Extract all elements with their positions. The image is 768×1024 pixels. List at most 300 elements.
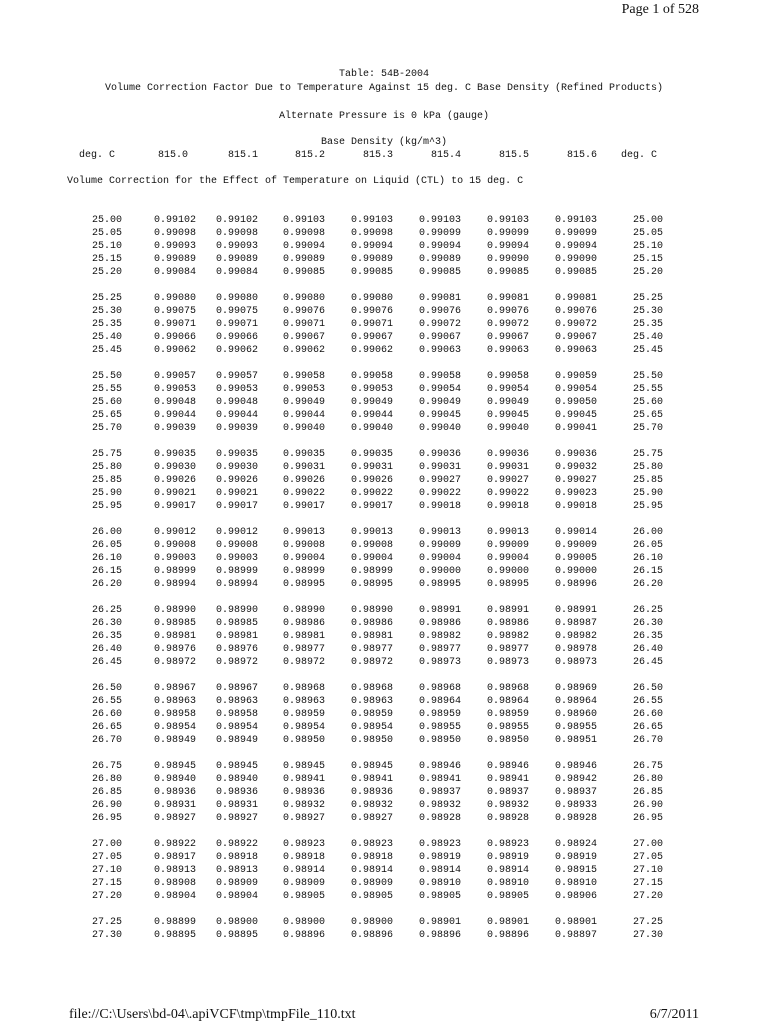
table-row: [0, 344, 768, 357]
temperature-cell: 27.10: [91, 865, 122, 876]
temperature-cell: 25.65: [632, 410, 663, 421]
temperature-cell: 26.00: [632, 527, 663, 538]
ctl-value-cell: 0.98905: [282, 891, 325, 902]
ctl-value-cell: 0.99080: [282, 293, 325, 304]
ctl-value-cell: 0.99085: [554, 267, 597, 278]
ctl-value-cell: 0.98896: [350, 930, 393, 941]
ctl-value-cell: 0.98968: [486, 683, 529, 694]
ctl-value-cell: 0.99022: [418, 488, 461, 499]
ctl-value-cell: 0.98918: [215, 852, 258, 863]
ctl-value-cell: 0.98967: [215, 683, 258, 694]
ctl-value-cell: 0.99040: [418, 423, 461, 434]
ctl-value-cell: 0.99075: [215, 306, 258, 317]
ctl-value-cell: 0.98968: [418, 683, 461, 694]
table-row: [0, 240, 768, 253]
ctl-value-cell: 0.99049: [282, 397, 325, 408]
ctl-value-cell: 0.98936: [215, 787, 258, 798]
table-row: [0, 565, 768, 578]
ctl-value-cell: 0.99013: [486, 527, 529, 538]
ctl-value-cell: 0.98973: [486, 657, 529, 668]
table-row: [0, 266, 768, 279]
ctl-value-cell: 0.99026: [153, 475, 196, 486]
ctl-value-cell: 0.99080: [350, 293, 393, 304]
ctl-value-cell: 0.99089: [350, 254, 393, 265]
ctl-value-cell: 0.99099: [486, 228, 529, 239]
table-row: [0, 721, 768, 734]
temperature-cell: 27.25: [91, 917, 122, 928]
ctl-value-cell: 0.99039: [153, 423, 196, 434]
ctl-value-cell: 0.99003: [215, 553, 258, 564]
ctl-value-cell: 0.99094: [282, 241, 325, 252]
temperature-cell: 27.30: [91, 930, 122, 941]
ctl-value-cell: 0.99026: [350, 475, 393, 486]
ctl-value-cell: 0.99081: [554, 293, 597, 304]
ctl-value-cell: 0.98967: [153, 683, 196, 694]
ctl-value-cell: 0.98981: [282, 631, 325, 642]
temperature-cell: 26.40: [91, 644, 122, 655]
ctl-value-cell: 0.98972: [282, 657, 325, 668]
temperature-cell: 26.10: [91, 553, 122, 564]
ctl-value-cell: 0.98927: [350, 813, 393, 824]
ctl-value-cell: 0.98964: [486, 696, 529, 707]
ctl-value-cell: 0.98914: [282, 865, 325, 876]
ctl-value-cell: 0.99103: [418, 215, 461, 226]
temperature-cell: 25.15: [91, 254, 122, 265]
ctl-value-cell: 0.98945: [215, 761, 258, 772]
ctl-value-cell: 0.99071: [215, 319, 258, 330]
ctl-value-cell: 0.99017: [153, 501, 196, 512]
ctl-value-cell: 0.98928: [554, 813, 597, 824]
ctl-value-cell: 0.98972: [215, 657, 258, 668]
temperature-cell: 26.15: [91, 566, 122, 577]
table-row: [0, 734, 768, 747]
ctl-value-cell: 0.98968: [350, 683, 393, 694]
ctl-value-cell: 0.98936: [282, 787, 325, 798]
ctl-value-cell: 0.98986: [418, 618, 461, 629]
ctl-value-cell: 0.98950: [350, 735, 393, 746]
temperature-cell: 26.65: [632, 722, 663, 733]
ctl-value-cell: 0.98922: [215, 839, 258, 850]
table-row: [0, 253, 768, 266]
ctl-value-cell: 0.98972: [350, 657, 393, 668]
ctl-value-cell: 0.99071: [282, 319, 325, 330]
temperature-cell: 25.15: [632, 254, 663, 265]
ctl-value-cell: 0.98932: [418, 800, 461, 811]
ctl-value-cell: 0.98985: [215, 618, 258, 629]
ctl-value-cell: 0.98923: [350, 839, 393, 850]
table-row: [0, 929, 768, 942]
ctl-value-cell: 0.99072: [418, 319, 461, 330]
temperature-cell: 25.00: [91, 215, 122, 226]
ctl-value-cell: 0.99090: [554, 254, 597, 265]
column-header-row: [0, 149, 768, 162]
ctl-value-cell: 0.99090: [486, 254, 529, 265]
temperature-cell: 25.10: [91, 241, 122, 252]
table-row: [0, 864, 768, 877]
ctl-value-cell: 0.99008: [350, 540, 393, 551]
temperature-cell: 25.20: [91, 267, 122, 278]
ctl-value-cell: 0.98999: [215, 566, 258, 577]
ctl-value-cell: 0.98959: [418, 709, 461, 720]
ctl-value-cell: 0.99085: [418, 267, 461, 278]
ctl-value-cell: 0.98937: [486, 787, 529, 798]
ctl-value-cell: 0.98913: [215, 865, 258, 876]
ctl-value-cell: 0.99099: [418, 228, 461, 239]
ctl-value-cell: 0.98917: [153, 852, 196, 863]
ctl-value-cell: 0.98954: [350, 722, 393, 733]
ctl-value-cell: 0.99103: [486, 215, 529, 226]
ctl-value-cell: 0.98994: [153, 579, 196, 590]
ctl-value-cell: 0.99049: [486, 397, 529, 408]
ctl-value-cell: 0.98895: [153, 930, 196, 941]
ctl-value-cell: 0.98932: [486, 800, 529, 811]
base-density-label: Base Density (kg/m^3): [320, 137, 448, 148]
ctl-value-cell: 0.99094: [554, 241, 597, 252]
column-header: 815.1: [227, 150, 258, 161]
ctl-value-cell: 0.99072: [486, 319, 529, 330]
column-header: 815.6: [566, 150, 597, 161]
table-row: [0, 890, 768, 903]
ctl-value-cell: 0.99012: [215, 527, 258, 538]
ctl-value-cell: 0.99040: [282, 423, 325, 434]
ctl-value-cell: 0.99035: [282, 449, 325, 460]
temperature-cell: 26.85: [91, 787, 122, 798]
ctl-value-cell: 0.98963: [282, 696, 325, 707]
ctl-value-cell: 0.98955: [554, 722, 597, 733]
ctl-value-cell: 0.99053: [282, 384, 325, 395]
ctl-value-cell: 0.98963: [153, 696, 196, 707]
ctl-value-cell: 0.98905: [350, 891, 393, 902]
ctl-value-cell: 0.99089: [215, 254, 258, 265]
ctl-value-cell: 0.99031: [350, 462, 393, 473]
ctl-value-cell: 0.99063: [418, 345, 461, 356]
ctl-value-cell: 0.98914: [418, 865, 461, 876]
ctl-value-cell: 0.98896: [418, 930, 461, 941]
ctl-value-cell: 0.98954: [153, 722, 196, 733]
ctl-value-cell: 0.99093: [153, 241, 196, 252]
ctl-value-cell: 0.99102: [153, 215, 196, 226]
table-row: [0, 630, 768, 643]
table-row: [0, 695, 768, 708]
table-row: [0, 214, 768, 227]
ctl-value-cell: 0.98987: [554, 618, 597, 629]
ctl-value-cell: 0.99103: [554, 215, 597, 226]
ctl-value-cell: 0.98964: [418, 696, 461, 707]
ctl-value-cell: 0.99014: [554, 527, 597, 538]
ctl-value-cell: 0.98994: [215, 579, 258, 590]
ctl-value-cell: 0.98954: [282, 722, 325, 733]
temperature-cell: 26.35: [91, 631, 122, 642]
temperature-cell: 26.90: [91, 800, 122, 811]
ctl-value-cell: 0.99027: [554, 475, 597, 486]
column-header: deg. C: [620, 150, 657, 161]
temperature-cell: 25.95: [91, 501, 122, 512]
page-number: Page 1 of 528: [621, 2, 699, 17]
ctl-value-cell: 0.99022: [486, 488, 529, 499]
ctl-value-cell: 0.98927: [153, 813, 196, 824]
temperature-cell: 26.85: [632, 787, 663, 798]
table-row: [0, 656, 768, 669]
ctl-value-cell: 0.99017: [282, 501, 325, 512]
ctl-value-cell: 0.98973: [554, 657, 597, 668]
ctl-value-cell: 0.98941: [486, 774, 529, 785]
ctl-value-cell: 0.98999: [153, 566, 196, 577]
ctl-value-cell: 0.99045: [554, 410, 597, 421]
temperature-cell: 26.70: [632, 735, 663, 746]
column-header: deg. C: [78, 150, 115, 161]
ctl-value-cell: 0.99085: [282, 267, 325, 278]
ctl-value-cell: 0.99098: [282, 228, 325, 239]
temperature-cell: 25.70: [632, 423, 663, 434]
ctl-value-cell: 0.99039: [215, 423, 258, 434]
ctl-value-cell: 0.99044: [350, 410, 393, 421]
ctl-value-cell: 0.98949: [215, 735, 258, 746]
ctl-value-cell: 0.99102: [215, 215, 258, 226]
ctl-value-cell: 0.99054: [486, 384, 529, 395]
ctl-value-cell: 0.98963: [215, 696, 258, 707]
temperature-cell: 26.75: [91, 761, 122, 772]
temperature-cell: 26.30: [91, 618, 122, 629]
ctl-value-cell: 0.99026: [282, 475, 325, 486]
ctl-value-cell: 0.98990: [215, 605, 258, 616]
ctl-value-cell: 0.98990: [350, 605, 393, 616]
temperature-cell: 26.20: [91, 579, 122, 590]
ctl-value-cell: 0.99081: [418, 293, 461, 304]
ctl-value-cell: 0.99062: [153, 345, 196, 356]
temperature-cell: 25.05: [91, 228, 122, 239]
ctl-value-cell: 0.99032: [554, 462, 597, 473]
ctl-value-cell: 0.98963: [350, 696, 393, 707]
table-row: [0, 474, 768, 487]
temperature-cell: 25.40: [91, 332, 122, 343]
ctl-value-cell: 0.99058: [486, 371, 529, 382]
ctl-value-cell: 0.98932: [350, 800, 393, 811]
ctl-value-cell: 0.99040: [486, 423, 529, 434]
ctl-value-cell: 0.99075: [153, 306, 196, 317]
ctl-value-cell: 0.98895: [215, 930, 258, 941]
ctl-value-cell: 0.99003: [153, 553, 196, 564]
ctl-value-cell: 0.98927: [215, 813, 258, 824]
ctl-value-cell: 0.98931: [215, 800, 258, 811]
table-row: [0, 448, 768, 461]
ctl-value-cell: 0.98910: [554, 878, 597, 889]
ctl-value-cell: 0.99076: [554, 306, 597, 317]
ctl-value-cell: 0.98923: [418, 839, 461, 850]
temperature-cell: 25.55: [91, 384, 122, 395]
ctl-value-cell: 0.98958: [215, 709, 258, 720]
temperature-cell: 25.80: [632, 462, 663, 473]
temperature-cell: 26.75: [632, 761, 663, 772]
ctl-value-cell: 0.98901: [418, 917, 461, 928]
ctl-value-cell: 0.98950: [418, 735, 461, 746]
ctl-value-cell: 0.99036: [486, 449, 529, 460]
ctl-value-cell: 0.99063: [554, 345, 597, 356]
ctl-value-cell: 0.99053: [153, 384, 196, 395]
column-header: 815.2: [294, 150, 325, 161]
ctl-value-cell: 0.99062: [350, 345, 393, 356]
ctl-value-cell: 0.98900: [215, 917, 258, 928]
ctl-value-cell: 0.99041: [554, 423, 597, 434]
temperature-cell: 26.05: [91, 540, 122, 551]
ctl-value-cell: 0.99067: [350, 332, 393, 343]
ctl-value-cell: 0.99018: [418, 501, 461, 512]
ctl-value-cell: 0.99059: [554, 371, 597, 382]
ctl-value-cell: 0.99018: [554, 501, 597, 512]
table-row: [0, 487, 768, 500]
ctl-value-cell: 0.98945: [153, 761, 196, 772]
ctl-value-cell: 0.99057: [215, 371, 258, 382]
ctl-value-cell: 0.98960: [554, 709, 597, 720]
temperature-cell: 27.05: [632, 852, 663, 863]
ctl-value-cell: 0.99058: [418, 371, 461, 382]
ctl-value-cell: 0.98928: [418, 813, 461, 824]
table-row: [0, 292, 768, 305]
ctl-value-cell: 0.98982: [486, 631, 529, 642]
ctl-value-cell: 0.98958: [153, 709, 196, 720]
ctl-value-cell: 0.99004: [486, 553, 529, 564]
ctl-value-cell: 0.98964: [554, 696, 597, 707]
temperature-cell: 25.45: [632, 345, 663, 356]
ctl-value-cell: 0.98928: [486, 813, 529, 824]
temperature-cell: 26.90: [632, 800, 663, 811]
ctl-value-cell: 0.98945: [282, 761, 325, 772]
ctl-value-cell: 0.98901: [486, 917, 529, 928]
temperature-cell: 26.15: [632, 566, 663, 577]
ctl-value-cell: 0.99031: [418, 462, 461, 473]
ctl-value-cell: 0.99026: [215, 475, 258, 486]
ctl-value-cell: 0.99084: [215, 267, 258, 278]
ctl-value-cell: 0.99008: [282, 540, 325, 551]
table-row: [0, 786, 768, 799]
ctl-value-cell: 0.99000: [486, 566, 529, 577]
temperature-cell: 27.10: [632, 865, 663, 876]
ctl-value-cell: 0.98919: [486, 852, 529, 863]
table-row: [0, 799, 768, 812]
temperature-cell: 25.35: [91, 319, 122, 330]
ctl-value-cell: 0.99036: [554, 449, 597, 460]
ctl-value-cell: 0.98949: [153, 735, 196, 746]
temperature-cell: 25.05: [632, 228, 663, 239]
table-row: [0, 227, 768, 240]
ctl-value-cell: 0.98995: [486, 579, 529, 590]
table-row: [0, 604, 768, 617]
ctl-value-cell: 0.99089: [153, 254, 196, 265]
temperature-cell: 25.75: [91, 449, 122, 460]
ctl-value-cell: 0.98904: [215, 891, 258, 902]
temperature-cell: 26.80: [91, 774, 122, 785]
ctl-value-cell: 0.99084: [153, 267, 196, 278]
ctl-value-cell: 0.99018: [486, 501, 529, 512]
table-row: [0, 682, 768, 695]
temperature-cell: 26.30: [632, 618, 663, 629]
ctl-value-cell: 0.99013: [418, 527, 461, 538]
ctl-value-cell: 0.98976: [215, 644, 258, 655]
ctl-value-cell: 0.99050: [554, 397, 597, 408]
table-row: [0, 500, 768, 513]
ctl-value-cell: 0.98986: [282, 618, 325, 629]
ctl-value-cell: 0.98977: [486, 644, 529, 655]
ctl-value-cell: 0.98924: [554, 839, 597, 850]
ctl-value-cell: 0.98910: [486, 878, 529, 889]
temperature-cell: 27.00: [91, 839, 122, 850]
temperature-cell: 26.45: [632, 657, 663, 668]
ctl-note: Volume Correction for the Effect of Temperature on Liquid (CTL) to 15 deg. C: [67, 176, 524, 187]
temperature-cell: 27.30: [632, 930, 663, 941]
ctl-value-cell: 0.98991: [486, 605, 529, 616]
temperature-cell: 26.55: [632, 696, 663, 707]
temperature-cell: 26.70: [91, 735, 122, 746]
ctl-value-cell: 0.99008: [215, 540, 258, 551]
temperature-cell: 25.60: [91, 397, 122, 408]
ctl-value-cell: 0.99085: [350, 267, 393, 278]
temperature-cell: 26.55: [91, 696, 122, 707]
ctl-value-cell: 0.99103: [350, 215, 393, 226]
ctl-value-cell: 0.98946: [554, 761, 597, 772]
ctl-value-cell: 0.98976: [153, 644, 196, 655]
ctl-value-cell: 0.98978: [554, 644, 597, 655]
table-row: [0, 552, 768, 565]
temperature-cell: 25.45: [91, 345, 122, 356]
ctl-value-cell: 0.99076: [282, 306, 325, 317]
ctl-value-cell: 0.98991: [554, 605, 597, 616]
ctl-value-cell: 0.99049: [418, 397, 461, 408]
ctl-value-cell: 0.98990: [153, 605, 196, 616]
ctl-value-cell: 0.99067: [282, 332, 325, 343]
ctl-value-cell: 0.99054: [554, 384, 597, 395]
ctl-value-cell: 0.99045: [486, 410, 529, 421]
ctl-value-cell: 0.99057: [153, 371, 196, 382]
temperature-cell: 25.95: [632, 501, 663, 512]
temperature-cell: 25.90: [632, 488, 663, 499]
ctl-value-cell: 0.98986: [350, 618, 393, 629]
ctl-value-cell: 0.99035: [350, 449, 393, 460]
ctl-value-cell: 0.98899: [153, 917, 196, 928]
column-header: 815.4: [430, 150, 461, 161]
ctl-value-cell: 0.99089: [282, 254, 325, 265]
ctl-value-cell: 0.98913: [153, 865, 196, 876]
temperature-cell: 26.20: [632, 579, 663, 590]
ctl-value-cell: 0.98972: [153, 657, 196, 668]
ctl-value-cell: 0.99017: [215, 501, 258, 512]
temperature-cell: 26.80: [632, 774, 663, 785]
temperature-cell: 25.20: [632, 267, 663, 278]
ctl-value-cell: 0.99085: [486, 267, 529, 278]
ctl-value-cell: 0.99027: [418, 475, 461, 486]
ctl-value-cell: 0.99099: [554, 228, 597, 239]
ctl-value-cell: 0.98981: [153, 631, 196, 642]
ctl-value-cell: 0.99009: [486, 540, 529, 551]
ctl-value-cell: 0.98914: [350, 865, 393, 876]
temperature-cell: 26.60: [91, 709, 122, 720]
ctl-value-cell: 0.99071: [153, 319, 196, 330]
ctl-value-cell: 0.99030: [215, 462, 258, 473]
temperature-cell: 26.00: [91, 527, 122, 538]
table-title: Table: 54B-2004: [338, 69, 429, 80]
ctl-value-cell: 0.99062: [282, 345, 325, 356]
ctl-value-cell: 0.98904: [153, 891, 196, 902]
ctl-value-cell: 0.98985: [153, 618, 196, 629]
ctl-value-cell: 0.99103: [282, 215, 325, 226]
table-row: [0, 409, 768, 422]
ctl-value-cell: 0.99066: [215, 332, 258, 343]
table-row: [0, 838, 768, 851]
temperature-cell: 27.00: [632, 839, 663, 850]
table-row: [0, 916, 768, 929]
temperature-cell: 25.50: [632, 371, 663, 382]
ctl-value-cell: 0.98995: [418, 579, 461, 590]
ctl-value-cell: 0.98941: [282, 774, 325, 785]
footer-file-path: file://C:\Users\bd-04\.apiVCF\tmp\tmpFile_110.txt: [69, 1007, 356, 1022]
